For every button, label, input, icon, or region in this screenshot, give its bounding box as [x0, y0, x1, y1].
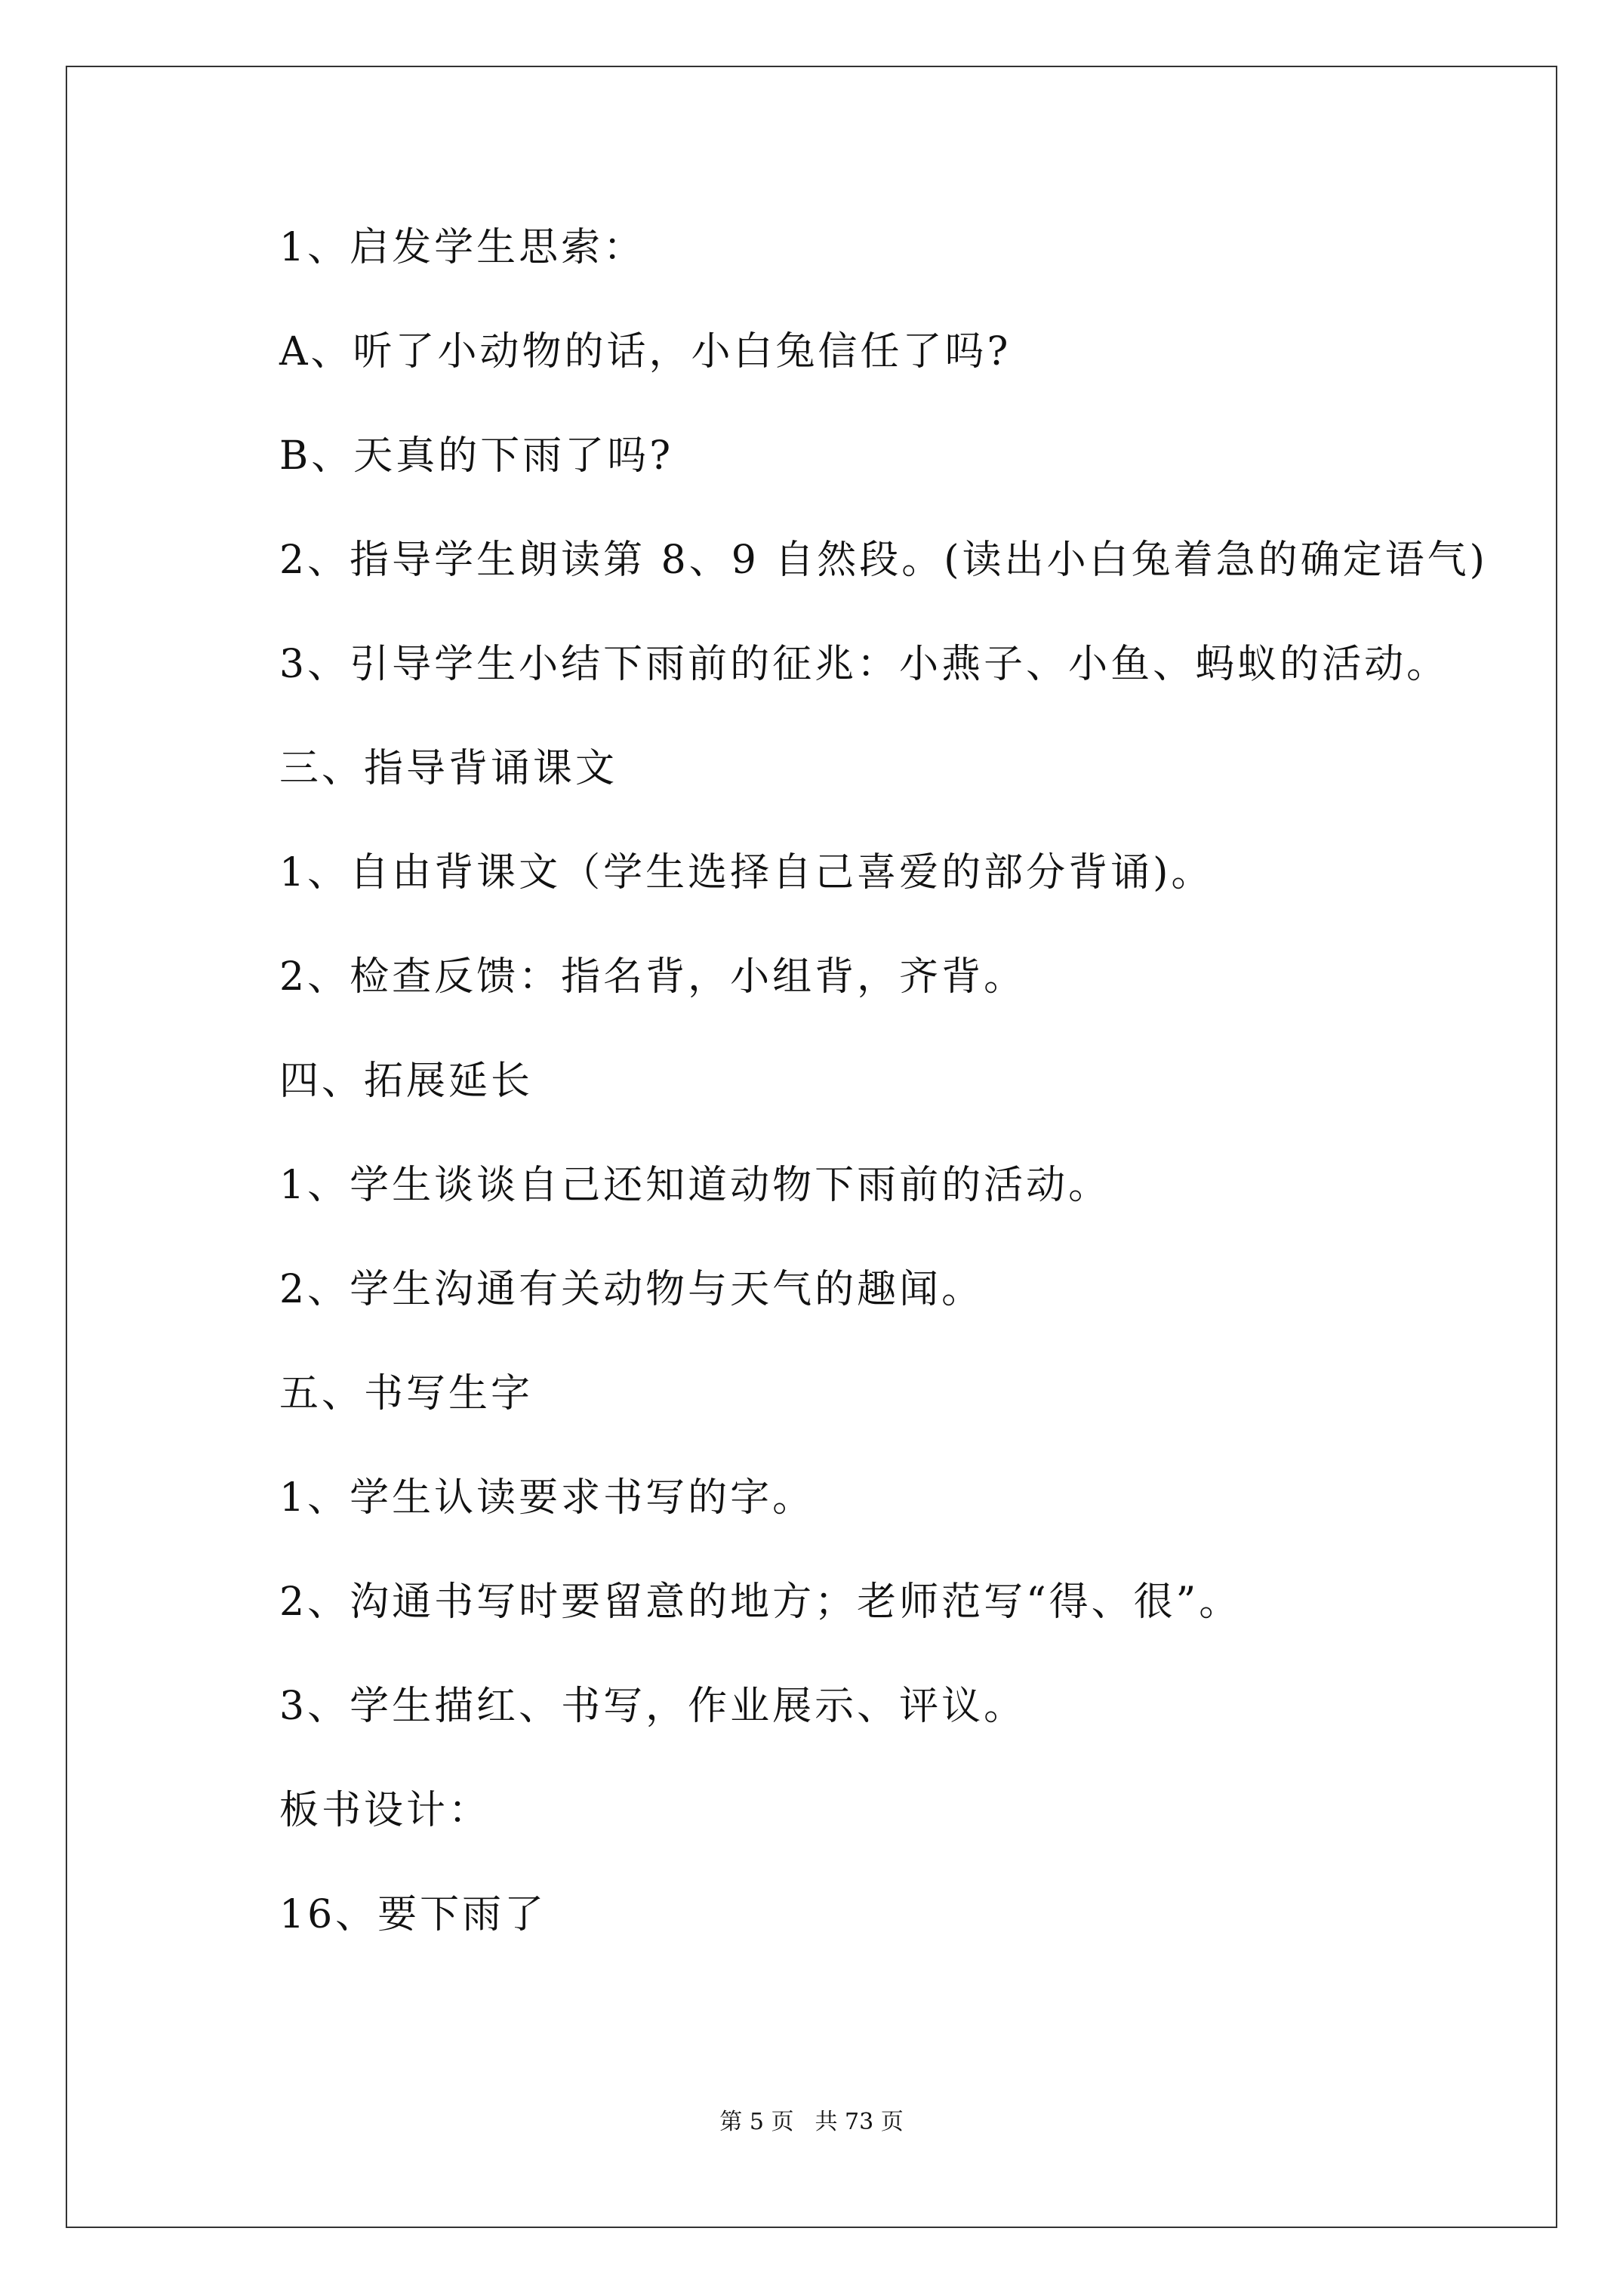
text-line: 2、检查反馈：指名背，小组背，齐背。: [279, 954, 1027, 1000]
text-line: 2、沟通书写时要留意的地方；老师范写“得、很”。: [279, 1579, 1242, 1625]
page-total: 共 73 页: [815, 2109, 904, 2135]
text-line: 1、启发学生思索：: [279, 225, 646, 270]
text-line: 2、学生沟通有关动物与天气的趣闻。: [279, 1267, 984, 1312]
section-heading: 五、书写生字: [279, 1371, 534, 1416]
text-line: 1、学生认读要求书写的字。: [279, 1475, 815, 1521]
text-line: 16、要下雨了: [279, 1892, 547, 1937]
text-line: A、听了小动物的话，小白兔信任了吗?: [279, 329, 1012, 374]
text-line: 1、学生谈谈自己还知道动物下雨前的活动。: [279, 1163, 1111, 1208]
text-line: 2、指导学生朗读第 8、9 自然段。(读出小白兔着急的确定语气): [279, 538, 1488, 583]
page-footer: [0, 2107, 1623, 2137]
text-line: 3、学生描红、书写，作业展示、评议。: [279, 1684, 1027, 1729]
section-heading: 四、拓展延长: [279, 1059, 534, 1104]
text-line: 1、自由背课文（学生选择自己喜爱的部分背诵)。: [279, 850, 1214, 895]
page-number: 第 5 页: [719, 2109, 794, 2135]
text-line: 板书设计：: [279, 1788, 491, 1833]
section-heading: 三、指导背诵课文: [279, 746, 618, 791]
text-line: B、天真的下雨了吗?: [279, 433, 674, 479]
text-line: 3、引导学生小结下雨前的征兆：小燕子、小鱼、蚂蚁的活动。: [279, 642, 1449, 687]
